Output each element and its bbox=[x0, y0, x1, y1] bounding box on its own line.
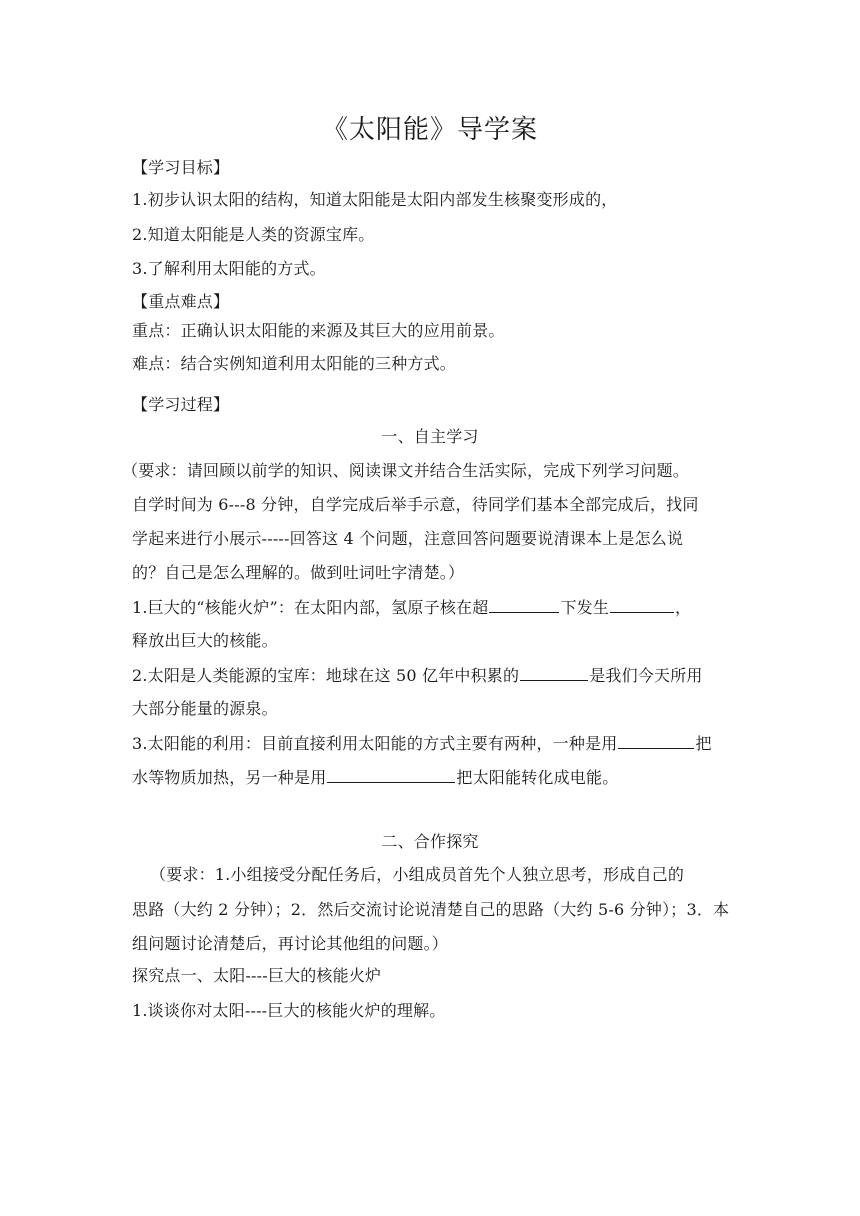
question-1 bbox=[132, 596, 691, 619]
inquiry-question: 1.谈谈你对太阳----巨大的核能火炉的理解。 bbox=[132, 1001, 446, 1020]
question-3-text: 把 bbox=[695, 734, 712, 753]
fill-blank[interactable] bbox=[610, 596, 674, 613]
section1-title: 一、自主学习 bbox=[381, 427, 479, 446]
question-1-text: 1.巨大的“核能火炉”：在太阳内部，氢原子核在超 bbox=[132, 598, 489, 617]
section2-requirement-line: 组问题讨论清楚后，再讨论其他组的问题。） bbox=[132, 934, 449, 953]
section1-requirement-line: 学起来进行小展示-----回答这 4 个问题，注意回答问题要说清课本上是怎么说 bbox=[132, 529, 684, 548]
fill-blank[interactable] bbox=[618, 732, 694, 749]
difficult-point: 难点：结合实例知道利用太阳能的三种方式。 bbox=[132, 354, 457, 373]
question-1-text: 下发生 bbox=[560, 598, 610, 617]
question-2 bbox=[132, 664, 703, 687]
document-title: 《太阳能》导学案 bbox=[321, 115, 538, 145]
section1-requirement-line: （要求：请回顾以前学的知识、阅读课文并结合生活实际，完成下列学习问题。 bbox=[122, 461, 690, 480]
question-2-text: 是我们今天所用 bbox=[589, 666, 703, 685]
section1-requirement-line: 自学时间为 6---8 分钟，自学完成后举手示意，待同学们基本全部完成后，找同 bbox=[132, 495, 699, 514]
fill-blank[interactable] bbox=[520, 664, 588, 681]
objective-item: 2.知道太阳能是人类的资源宝库。 bbox=[132, 225, 375, 244]
objectives-heading: 【学习目标】 bbox=[132, 158, 230, 177]
key-points-heading: 【重点难点】 bbox=[132, 292, 230, 311]
question-3-continuation bbox=[132, 766, 618, 789]
question-3 bbox=[132, 732, 712, 755]
section2-requirement-line: 思路（大约 2 分钟）；2．然后交流讨论说清楚自己的思路（大约 5-6 分钟）；3．本 bbox=[132, 900, 730, 919]
question-2-continuation: 大部分能量的源泉。 bbox=[132, 699, 278, 718]
section1-requirement-line: 的？自己是怎么理解的。做到吐词吐字清楚。） bbox=[132, 563, 465, 582]
process-heading: 【学习过程】 bbox=[132, 395, 230, 414]
section2-title: 二、合作探究 bbox=[381, 832, 479, 851]
question-1-text: ， bbox=[675, 598, 692, 617]
objective-item: 1.初步认识太阳的结构，知道太阳能是太阳内部发生核聚变形成的， bbox=[132, 190, 618, 209]
section2-requirement-line: （要求：1.小组接受分配任务后，小组成员首先个人独立思考，形成自己的 bbox=[150, 865, 685, 884]
question-2-text: 2.太阳是人类能源的宝库：地球在这 50 亿年中积累的 bbox=[132, 666, 520, 685]
key-point: 重点：正确认识太阳能的来源及其巨大的应用前景。 bbox=[132, 321, 505, 340]
objective-item: 3.了解利用太阳能的方式。 bbox=[132, 259, 326, 278]
question-3-text: 把太阳能转化成电能。 bbox=[456, 768, 619, 787]
question-3-text: 3.太阳能的利用：目前直接利用太阳能的方式主要有两种，一种是用 bbox=[132, 734, 618, 753]
question-1-continuation: 释放出巨大的核能。 bbox=[132, 631, 278, 650]
question-3-text: 水等物质加热，另一种是用 bbox=[132, 768, 327, 787]
inquiry-point-heading: 探究点一、太阳----巨大的核能火炉 bbox=[132, 966, 382, 985]
fill-blank[interactable] bbox=[489, 596, 559, 613]
fill-blank[interactable] bbox=[327, 766, 455, 783]
